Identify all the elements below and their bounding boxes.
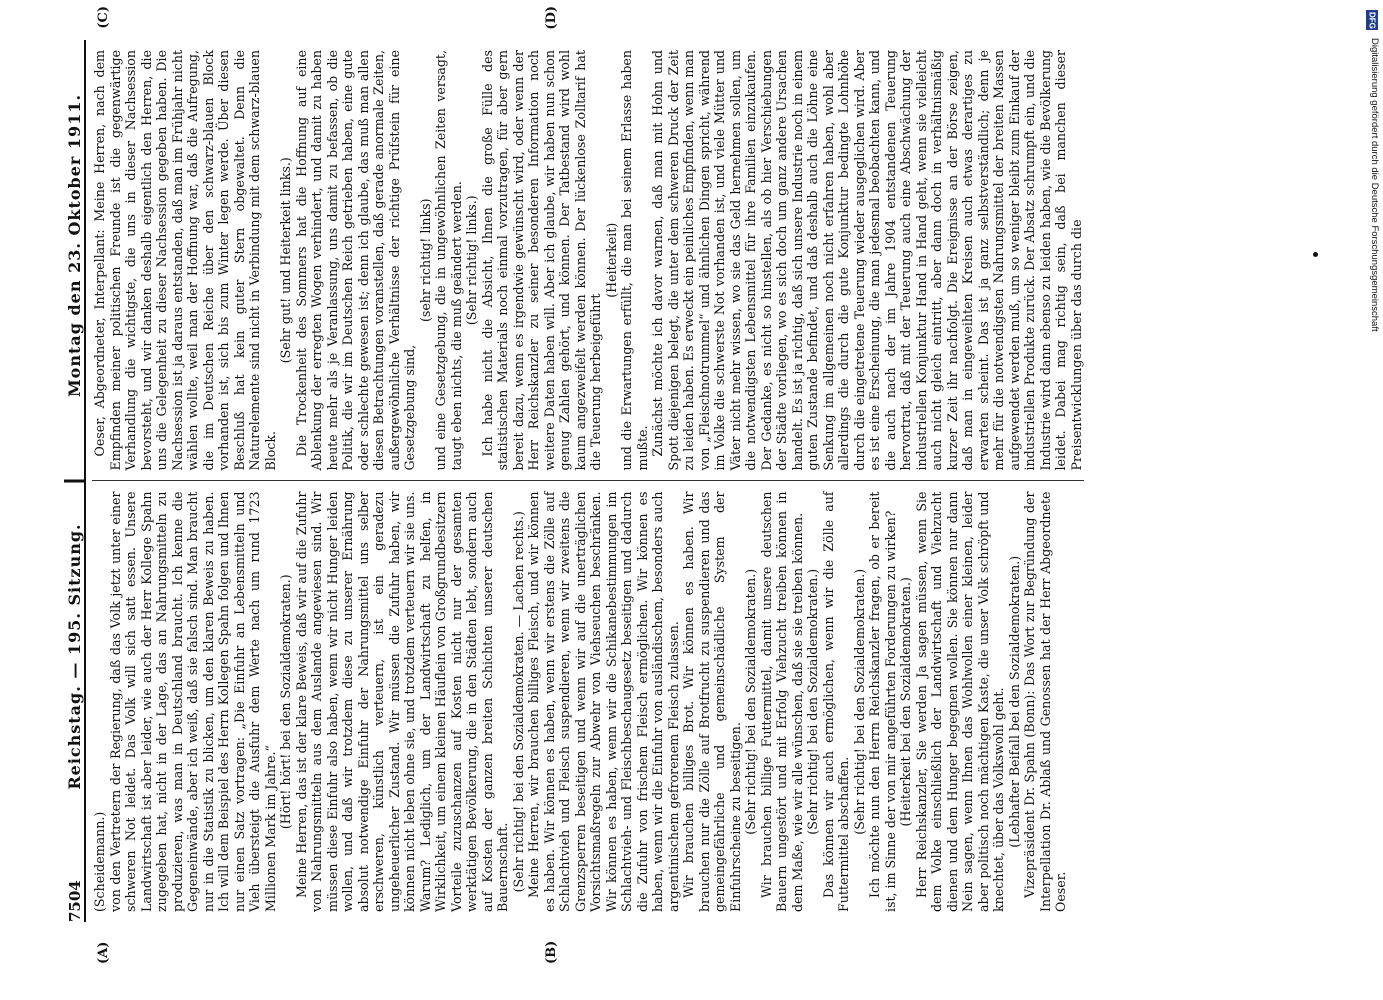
paragraph: Oeser, Abgeordneter, Interpellant: Meine Herren, nach dem Empfinden meiner politischen Freunde ist die gegenwärtige Verhandlung die wichtigste, die uns in dieser Nachsession bevorsteht, und wir danken deshalb eigentlich den Herren, die uns die Gelegenheit zu dieser Nachsession gegeben haben. Die Nachsession ist ja daraus entstanden, daß man im Frühjahr nicht wählen wollte, weil man der Hoffnung war, daß die Aufregung, die im Deutschen Reiche über den schwarz-blauen Block vorhanden ist, sich bis zum Winter legen werde. Über diesen Beschluß hat kein guter Stern obgewaltet. Denn die Naturelemente sind nicht in Verbindung mit dem schwarz-blauen Block. [92, 50, 278, 471]
header-right-title: Montag den 23. Oktober 1911. [65, 93, 84, 398]
header-center-rule [64, 480, 86, 483]
paragraph: Wir brauchen billige Futtermittel, damit unsere deutschen Bauern ungestört und mit Erfolg Viehzucht treiben können in dem Maße, wie wir alle wünschen, daß sie sie treiben können. [758, 491, 805, 912]
left-column [92, 482, 1084, 923]
margin-mark-b: (B) [544, 940, 559, 964]
interjection: (Heiterkeit) [603, 222, 619, 298]
digitization-note: Digitalisierung gefördert durch die Deutsche Forschungsgemeinschaft [1369, 38, 1380, 332]
text-columns [92, 6, 1084, 964]
paragraph: und eine Gesetzgebung, die in ungewöhnlichen Zeiten versagt, taugt eben nichts, die muß geändert werden. [433, 50, 464, 471]
paragraph: Meine Herren, das ist der klare Beweis, daß wir auf die Zufuhr von Nahrungsmitteln aus dem Auslande angewiesen sind. Wir müssen diese Einfuhr also haben, wenn wir nicht Hunger leiden wollen, und daß wir trotzdem diese zu unserer Ernährung absolut notwendige Einfuhr der Nahrungsmittel uns selber erschweren, künstlich verteuern, ist ein geradezu ungeheuerlicher Zustand. Wir müssen die Zufuhr haben, wir können nicht leben ohne sie, und trotzdem verteuern wir sie uns. Warum? Lediglich, um der Landwirtschaft zu helfen, in Wirklichkeit, um einem kleinen Häuflein von Großgrundbesitzern Vorteile zuzuschanzen auf Kosten nicht nur der gesamten werktätigen Bevölkerung, die in den Städten lebt, sondern auch auf Kosten der ganzen breiten Schichten unserer deutschen Bauernschaft. [293, 491, 510, 912]
paragraph: Die Trockenheit des Sommers hat die Hoffnung auf eine Ablenkung der erregten Wogen verhindert, und damit zu haben heute mehr als je Veranlassung, uns damit zu befassen, ob die Politik, die wir im Deutschen Reich getrieben haben, eine gute oder schlechte gewesen ist; denn ich glaube, das muß man allen diesen Betrachtungen voranstellen, daß gerade anormale Zeiten, außergewöhnliche Verhältnisse der richtige Prüfstein für eine Gesetzgebung sind, [293, 50, 417, 471]
print-speck [1313, 252, 1318, 257]
paragraph: Meine Herren, wir brauchen billiges Fleisch, und wir können es haben. Wir können es haben, wenn wir erstens die Zölle auf Schlachtvieh und Fleisch suspendieren, wenn wir zweitens die Grenzsperren beseitigen und wenn wir auf die unerträglichen Vorsichtsmaßregeln zur Abwehr von Viehseuchen beschränken. Wir können es haben, wenn wir die Schikanebestimmungen im Schlachtvieh- und Fleischbeschaugesetz beseitigen und dadurch die Zufuhr von frischem Fleisch ermöglichen. Wir können es haben, wenn wir die Einfuhr von ausländischem, besonders auch argentinischem gefrorenem Fleisch zulassen. [526, 491, 681, 912]
header-left-title: Reichstag. — 195. Sitzung. [65, 523, 84, 790]
paragraph: Wir brauchen billiges Brot. Wir können es haben. Wir brauchen nur die Zölle auf Brotfrucht zu suspendieren und das gemeingefährliche und gemeinschädliche System der Einfuhrscheine zu beseitigen. [681, 491, 743, 912]
interjection: (Sehr richtig! bei den Sozialdemokraten. — Lachen rechts.) [510, 511, 526, 893]
paragraph: Ich habe nicht die Absicht, Ihnen die große Fülle des statistischen Materials noch einmal vorzutragen, für aber gern bereit dazu, wenn es irgendwie gewünscht wird, oder wenn der Herr Reichskanzler zu seiner besonderen Information noch weitere Daten haben will. Aber ich glaube, wir haben nun schon genug Zahlen gehört, und können. Der Tatbestand wird wohl kaum angezweifelt werden können. Der lückenlose Zolltarif hat die Teuerung herbeigeführt [479, 50, 603, 471]
paragraph: Das können wir auch ermöglichen, wenn wir die Zölle auf Futtermittel abschaffen. [820, 491, 851, 912]
interjection: (Sehr richtig! bei den Sozialdemokraten.) [743, 568, 758, 835]
interjection: (Sehr richtig! bei den Sozialdemokraten.) [851, 568, 867, 835]
column-divider [92, 481, 1084, 482]
interjection: (sehr richtig! links) [417, 198, 433, 323]
dfg-logo: DFG [1367, 11, 1377, 29]
interjection: (Hört! hört! bei den Sozialdemokraten.) [278, 574, 293, 830]
paragraph: von den Vertretern der Regierung, daß das Volk jetzt unter einer schweren Not leidet. Das Volk will sich satt essen. Unsere Landwirtschaft ist aber leider, wie auch der Herr Kollege Spahn zugegeben hat, nicht in der Lage, das an Nahrungsmitteln zu produzieren, was man in Deutschland braucht. Ich kenne die Gegeneinwände, aber ich weiß, daß sie falsch sind. Man braucht nur in die Statistik zu blicken, um den klaren Beweis zu haben. Ich will dem Beispiel des Herrn Kollegen Spahn folgen und Ihnen nur einen Satz vortragen: „Die Einfuhr an Lebensmitteln und Vieh übersteigt die Ausfuhr dem Werte nach um rund 1723 Millionen Mark im Jahre.“ [107, 491, 278, 912]
margin-mark-c: (C) [96, 6, 111, 29]
right-column [92, 40, 1084, 481]
page-header [58, 40, 86, 922]
paragraph: Zunächst möchte ich davor warnen, daß man mit Hohn und Spott diejenigen belegt, die unter dem schweren Druck der Zeit zu leiden haben. Es erweckt ein peinliches Empfinden, wenn man von „Fleischnotrummel“ und ähnlichen Dingen spricht, während im Volke die schwerste Not vorhanden ist, und viele Mütter und Väter nicht mehr wissen, wo sie das Geld hernehmen sollen, um die notwendigsten Lebensmittel für ihre Familien einzukaufen. Der Gedanke, es nicht so hinstellen, als ob hier Verschiebungen der Städte vorliegen, wo es sich doch um ganz andere Ursachen handelt. Es ist ja richtig, daß sich unsere Industrie noch in einem guten Zustande befindet, und daß deshalb auch die Löhne eine Senkung im allgemeinen noch nicht erfahren haben, wohl aber allerdings die durch die gute Konjunktur bedingte Lohnhöhe durch die eingetretene Teuerung wieder ausgeglichen wird. Aber es ist eine Erscheinung, die man jedesmal beobachten kann, und die auch nach der im Jahre 1904 entstandenen Teuerung hervortrat, daß mit der Teuerung auch eine Abschwächung der industriellen Konjunktur Hand in Hand geht, wenn sie vielleicht auch nicht gleich eintritt, aber dann doch in verhältnismäßig kurzer Zeit ihr nachfolgt. Die Ereignisse an der Börse zeigen, daß man in eingeweihten Kreisen auch etwas derartiges zu erwarten scheint. Das ist ja ganz selbstverständlich; denn je mehr für die notwendigsten Nahrungsmittel der breiten Massen aufgewendet werden muß, um so weniger bleibt zum Einkauf der industriellen Produkte zurück. Der Absatz schrumpft ein, und die Industrie wird dann ebenso zu leiden haben, wie die Bevölkerung leidet. Dabei mag richtig sein, daß bei manchen dieser Preisentwicklungen über das durch die [650, 50, 1084, 471]
paragraph: Herr Reichskanzler, Sie werden Ja sagen müssen, wenn Sie dem Volke einschließlich der Landwirtschaft und Viehzucht dienen und dem Hunger begegnen wollen. Sie können nur dann Nein sagen, wenn Ihnen das Wohlwollen einer kleinen, leider aber politisch noch mächtigen Kaste, die unser Volk schröpft und knechtet, über das Volkswohl geht. [913, 491, 1006, 912]
paragraph: Ich möchte nun den Herrn Reichskanzler fragen, ob er bereit ist, im Sinne der von mir angeführten Forderungen zu wirken? [867, 491, 898, 912]
margin-mark-d: (D) [544, 6, 559, 30]
interjection: (Sehr richtig! bei den Sozialdemokraten.) [805, 568, 820, 835]
margin-mark-a: (A) [96, 941, 111, 964]
interjection: (Sehr gut! und Heiterkeit links.) [278, 157, 293, 364]
interjection: (Lebhafter Beifall bei den Sozialdemokraten.) [1006, 555, 1022, 848]
paragraph: und die Erwartungen erfüllt, die man bei seinem Erlasse haben mußte. [619, 50, 650, 471]
page-number: 7504 [66, 880, 84, 922]
interjection: (Heiterkeit bei den Sozialdemokraten.) [898, 577, 913, 827]
interjection: (Sehr richtig! links.) [464, 195, 479, 326]
speaker-continuation: (Scheidemann.) [92, 811, 107, 912]
paragraph: Vizepräsident Dr. Spahn (Bonn): Das Wort zur Begründung der Interpellation Dr. Ablaß und Genossen hat der Herr Abgeordnete Oeser. [1022, 491, 1068, 912]
